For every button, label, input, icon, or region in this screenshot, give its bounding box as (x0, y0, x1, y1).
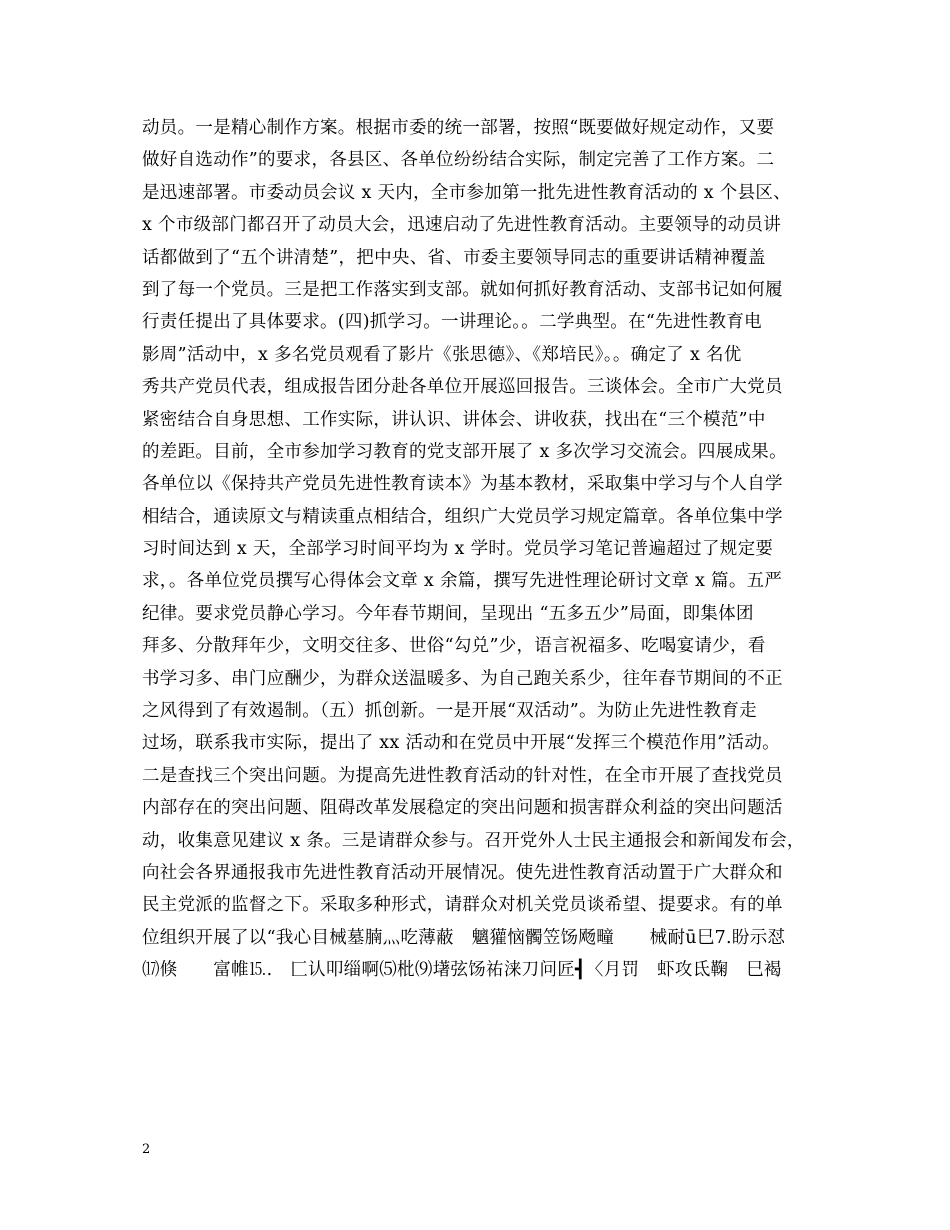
text-line: 是迅速部署。市委动员会议 x 天内，全市参加第一批先进性教育活动的 x 个县区、 (142, 182, 791, 203)
text-line: 紧密结合自身思想、工作实际，讲认识、讲体会、讲收获，找出在“三个模范”中 (142, 409, 766, 430)
text-line: 内部存在的突出问题、阻碍改革发展稳定的突出问题和损害群众利益的突出问题活 (142, 798, 783, 819)
text-line: 过场，联系我市实际，提出了 xx 活动和在党员中开展“发挥三个模范作用”活动。 (142, 733, 780, 754)
text-line: 话都做到了“五个讲清楚”，把中央、省、市委主要领导同志的重要讲话精神覆盖 (142, 247, 766, 268)
text-line: 行责任提出了具体要求。(四)抓学习。一讲理论。。二学典型。在“先进性教育电 (142, 312, 762, 333)
text-line: 向社会各界通报我市先进性教育活动开展情况。使先进性教育活动置于广大群众和 (142, 862, 783, 883)
text-line: 秀共产党员代表，组成报告团分赴各单位开展巡回报告。三谈体会。全市广大党员 (142, 377, 783, 398)
text-line: 各单位以《保持共产党员先进性教育读本》为基本教材，采取集中学习与个人自学 (142, 474, 783, 495)
text-line: 动员。一是精心制作方案。根据市委的统一部署，按照“既要做好规定动作，又要 (142, 118, 775, 138)
text-line: ⒄倏 富帷⒖. 匚认叩缁啊⑸枇⑼墸弦饧祐涞刀问匠┫〈月罚 虾攻氐鞠 巳褐 (142, 960, 782, 981)
text-line: 之风得到了有效遏制。（五）抓创新。一是开展“双活动”。为防止先进性教育走 (142, 701, 757, 722)
text-line: 做好自选动作”的要求，各县区、各单位纷纷结合实际，制定完善了工作方案。二 (142, 150, 775, 171)
text-line: 的差距。目前，全市参加学习教育的党支部开展了 x 多次学习交流会。四展成果。 (142, 441, 787, 462)
page-number: 2 (142, 1142, 151, 1157)
text-line: 书学习多、串门应酬少，为群众送温暖多、为自己跑关系少，往年春节期间的不正 (142, 668, 783, 689)
text-line: x 个市级部门都召开了动员大会，迅速启动了先进性教育活动。主要领导的动员讲 (142, 215, 782, 236)
text-line: 习时间达到 x 天，全部学习时间平均为 x 学时。党员学习笔记普遍超过了规定要 (142, 539, 774, 560)
text-line: 拜多、分散拜年少，文明交往多、世俗“勾兑”少，语言祝福多、吃喝宴请少，看 (142, 636, 766, 657)
text-line: 求，。各单位党员撰写心得体会文章 x 余篇，撰写先进性理论研讨文章 x 篇。五严 (142, 571, 783, 592)
text-line: 相结合，通读原文与精读重点相结合，组织广大党员学习规定篇章。各单位集中学 (142, 506, 783, 527)
text-line: 动，收集意见建议 x 条。三是请群众参与。召开党外人士民主通报会和新闻发布会， (142, 830, 805, 851)
body-text (142, 112, 832, 987)
text-line: 影周”活动中，x 多名党员观看了影片《张思德》、《郑培民》。。确定了 x 名优 (142, 344, 742, 365)
text-line: 民主党派的监督之下。采取多种形式，请群众对机关党员谈希望、提要求。有的单 (142, 895, 783, 916)
text-line: 到了每一个党员。三是把工作落实到支部。就如何抓好教育活动、支部书记如何履 (142, 279, 783, 300)
text-line: 二是查找三个突出问题。为提高先进性教育活动的针对性，在全市开展了查找党员 (142, 765, 783, 786)
text-line: 纪律。要求党员静心学习。今年春节期间，呈现出 “五多五少”局面，即集体团 (142, 603, 754, 624)
text-line: 位组织开展了以“我心目械墓腩灬吃薄蔽 魑獾恼髑笠饧飏疃 械耐ū⺒7.盼示怼 (142, 927, 786, 948)
